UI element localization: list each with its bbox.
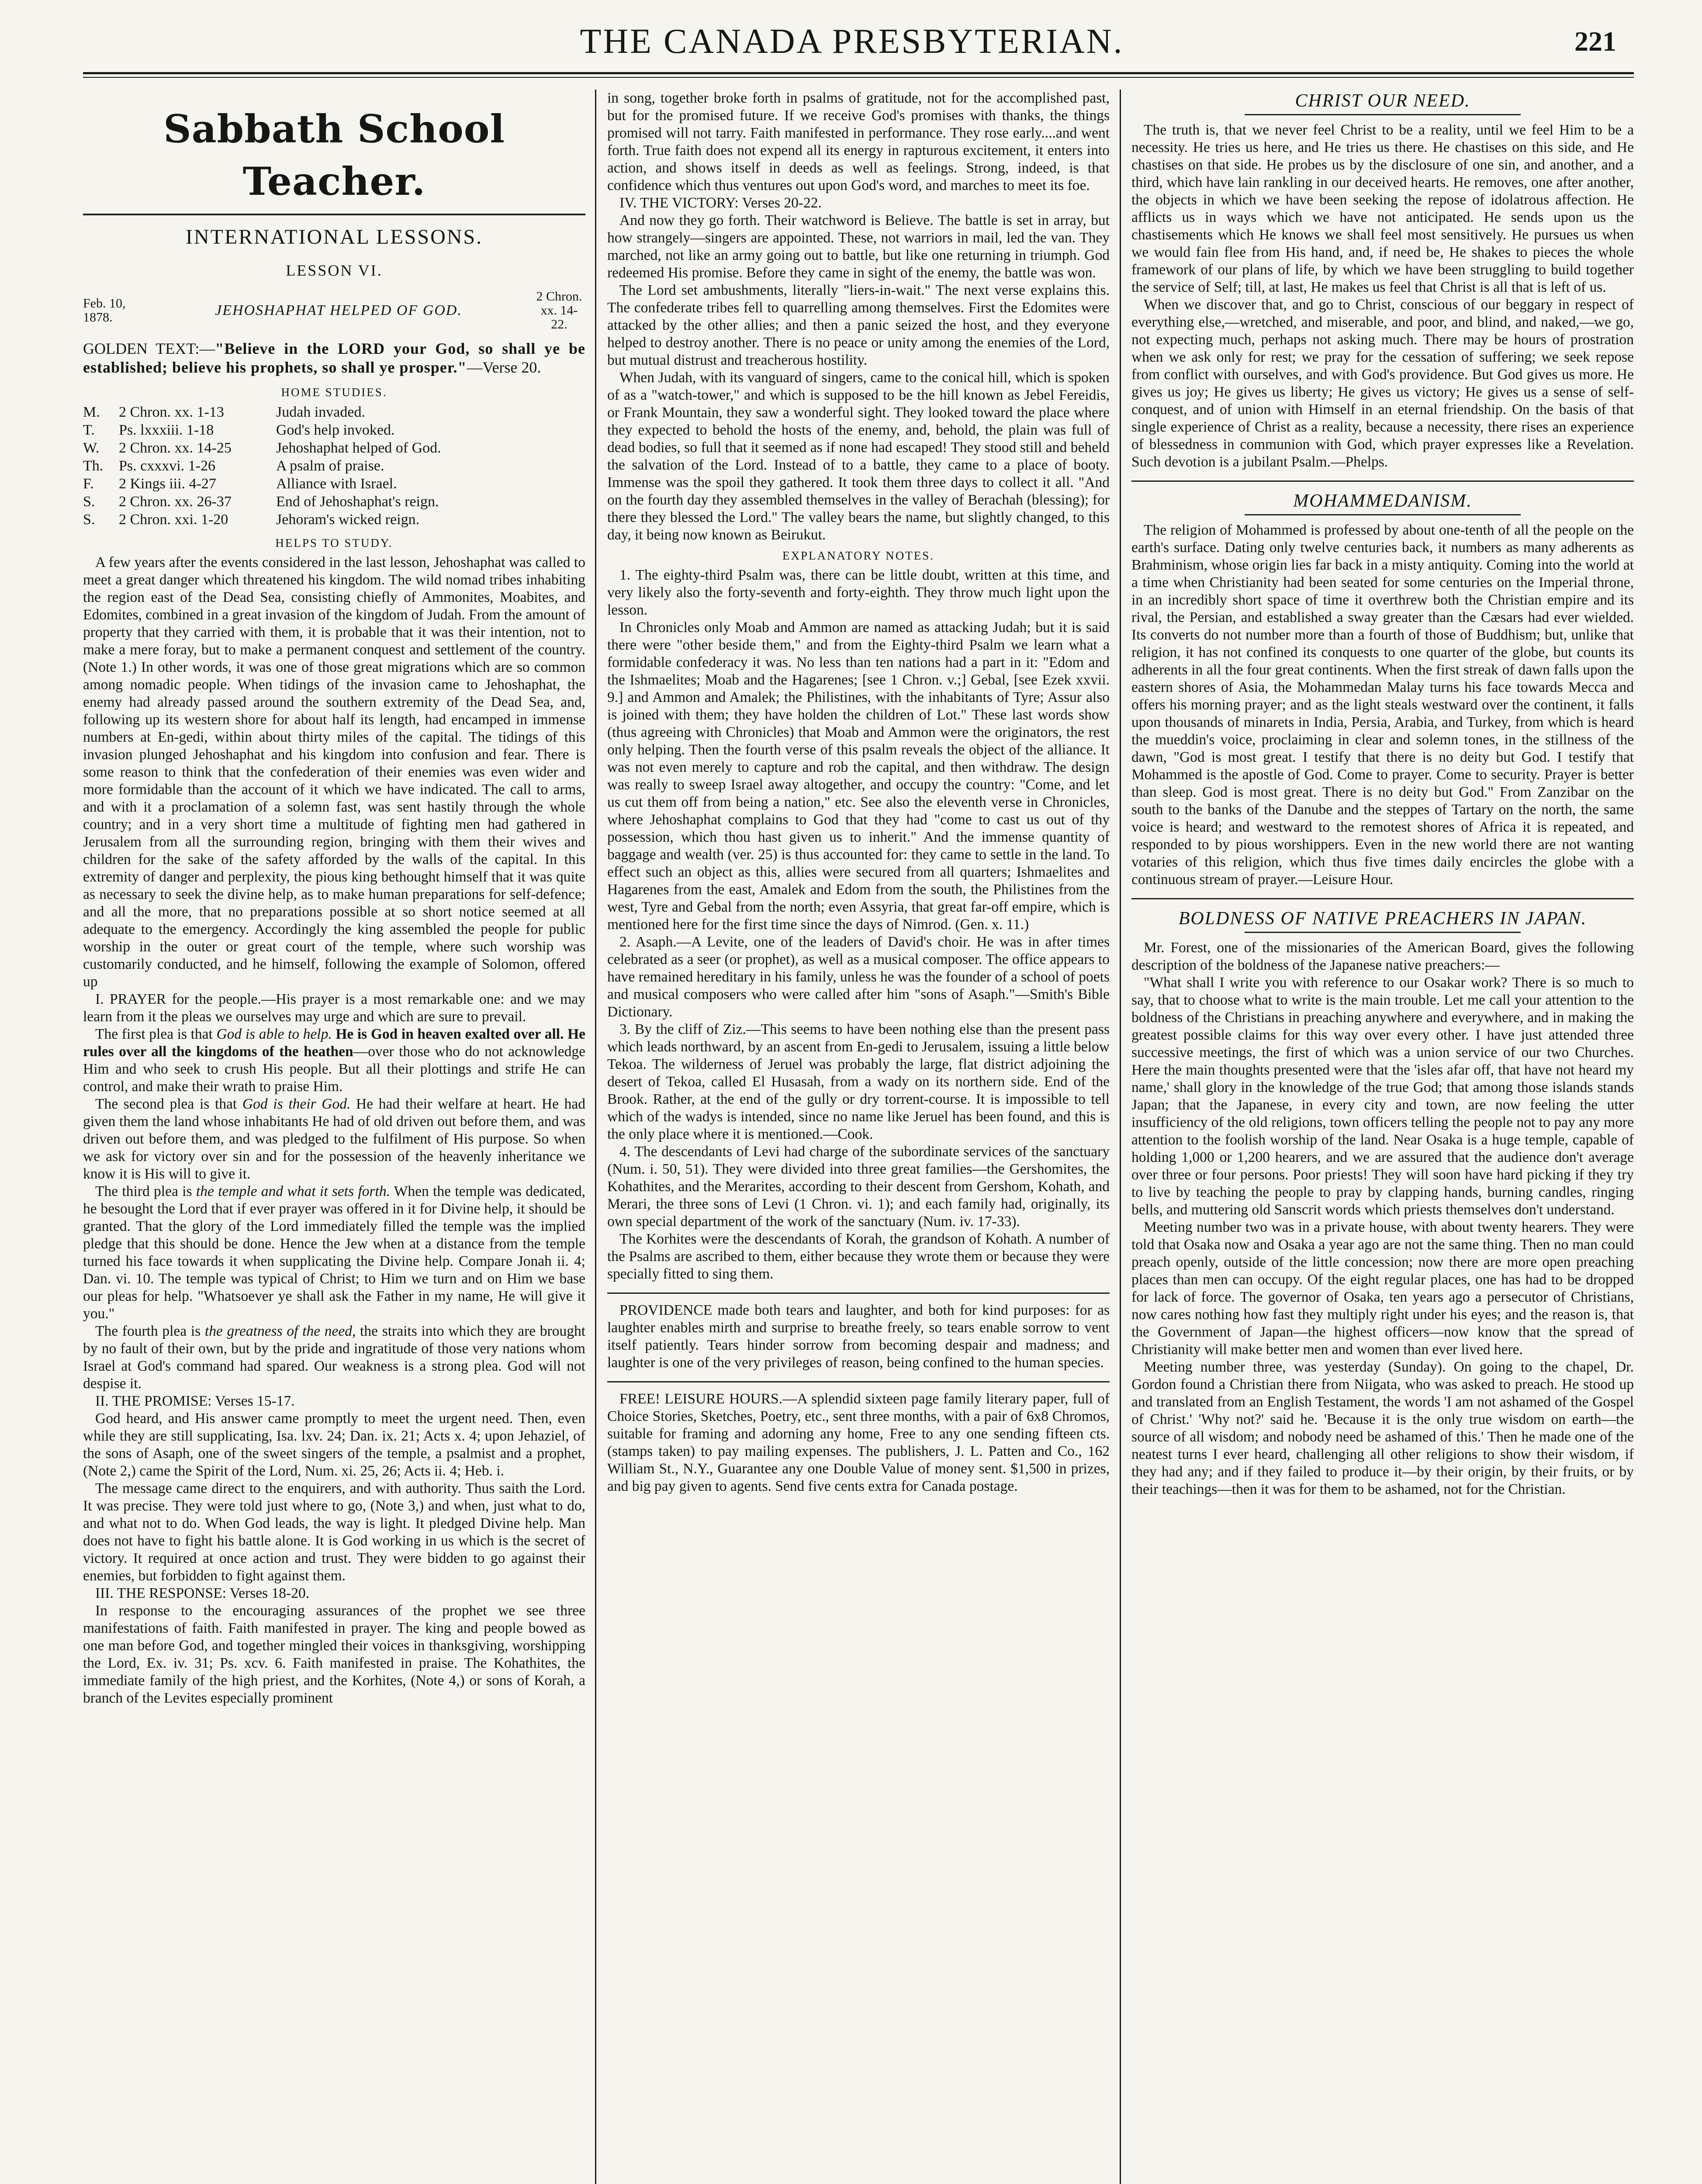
section-rule xyxy=(1131,480,1634,482)
providence-paragraph: PROVIDENCE made both tears and laughter, and both for kind purposes: for as laughter enables mirth and surprise to breathe freely, so tears enable sorrow to vent itself patiently. Tears hinder sorrow from becoming despair and madness; and laughter is one of the very privileges of reason, being confined to the human species. xyxy=(607,1302,1110,1371)
section-heading: INTERNATIONAL LESSONS. xyxy=(185,225,483,249)
masthead-rule-thin xyxy=(83,77,1634,78)
lesson-reference: 2 Chron. xx. 14-22. xyxy=(536,289,582,332)
advertisement: FREE! LEISURE HOURS.—A splendid sixteen page family literary paper, full of Choice Stories, Sketches, Poetry, etc., sent three months, with a pair of 6x8 Chromos, suitable for framing and adorning any home, Free to any one sending fifteen cts. (stamps taken) to pay mailing expenses. The publishers, J. L. Patten and Co., 162 William St., N.Y., Guarantee any one Double Value of money sent. $1,500 in prizes, and big pay given to agents. Send five cents extra for Canada postage. xyxy=(607,1391,1110,1494)
note-paragraph: 1. The eighty-third Psalm was, there can be little doubt, written at this time, and very likely also the forty-seventh and forty-eighth. They throw much light upon the lesson. xyxy=(607,567,1110,618)
body-paragraph: And now they go forth. Their watchword is Believe. The battle is set in array, but how strangely—singers are appointed. These, not warriors in mail, led the van. They marched, not like an army going out to battle, but like one returning in triumph. God redeemed His promise. Before they came in sight of the enemy, the battle was won. xyxy=(607,212,1110,281)
department-title-text: Sabbath School Teacher. xyxy=(163,106,505,204)
home-study-row: S. 2 Chron. xx. 26-37 End of Jehoshaphat's reign. xyxy=(83,494,439,510)
department-title xyxy=(83,103,585,207)
column-lesson-continued xyxy=(607,90,1110,2184)
article-title: MOHAMMEDANISM. xyxy=(1293,491,1472,511)
title-underline xyxy=(1245,514,1521,515)
lesson-number: LESSON VI. xyxy=(286,262,383,279)
body-paragraph: The third plea is the temple and what it sets forth. When the temple was dedicated, he besought the Lord that if ever prayer was offered in it for Divine help, it should be granted. That the glory of the Lord immediately filled the temple was the implied pledge that this should be done. Hence the Jew when at a distance from the temple turned his face towards it when supplicating the Divine help. Compare Jonah ii. 4; Dan. vi. 10. The temple was typical of Christ; to Him we turn and on Him we base our pleas for help. "Whatsoever ye shall ask the Father in my name, He will give it you." xyxy=(83,1183,585,1322)
page-number: 221 xyxy=(1574,26,1616,57)
title-underline xyxy=(1245,932,1521,933)
lesson-date: Feb. 10, 1878. xyxy=(83,296,126,325)
subheading: III. THE RESPONSE: Verses 18-20. xyxy=(95,1585,310,1601)
home-studies-list xyxy=(83,403,585,529)
subheading: IV. THE VICTORY: Verses 20-22. xyxy=(619,195,822,211)
body-paragraph: The first plea is that God is able to help. He is God in heaven exalted over all. He rules over all the kingdoms of the heathen—over those who do not acknowledge Him and who seek to crush His people. But all their plottings and strife He can control, and make their wrath to praise Him. xyxy=(83,1026,585,1095)
note-paragraph: 2. Asaph.—A Levite, one of the leaders of David's choir. He was in after times celebrated as a seer (or prophet), as well as a musical composer. The office appears to have remained hereditary in his family, unless he was the founder of a school of poets and musical composers who were called after him "sons of Asaph."—Smith's Bible Dictionary. xyxy=(607,934,1110,1020)
home-study-row: F. 2 Kings iii. 4-27 Alliance with Israel. xyxy=(83,476,397,492)
section-rule xyxy=(607,1381,1110,1382)
lesson-dateline xyxy=(83,290,585,332)
body-paragraph: A few years after the events considered in the last lesson, Jehoshaphat was called to meet a great danger which threatened his kingdom. The wild nomad tribes inhabiting the region east of the Dead Sea, consisting chiefly of Ammonites, Moabites, and Edomites, combined in a great invasion of the kingdom of Judah. From the amount of property that they carried with them, it is probable that it was their intention, not to make a mere foray, but to make a permanent conquest and settlement of the country. (Note 1.) In other words, it was one of those great migrations which are so common among nomadic people. When tidings of the invasion came to Jehoshaphat, the enemy had already passed around the southern extremity of the Dead Sea, and, following up its western shore for about half its length, had encamped in immense numbers at En-gedi, within about thirty miles of the capital. The tidings of this invasion plunged Jehoshaphat and his kingdom into confusion and fear. There is some reason to think that the confederation of their enemies was even wider and more formidable than the account of it which we have indicated. The call to arms, and with it a proclamation of a solemn fast, was sent hastily through the whole country; and in a very short time a multitude of fighting men had gathered in Jerusalem from all the surrounding region, bringing with them their wives and children for the sake of the safety afforded by the walls of the capital. In this extremity of danger and perplexity, the pious king bethought himself that it was quite as necessary to seek the divine help, as to make human preparations for self-defence; and all the more, that no preparations possible at so short notice seemed at all adequate to the emergency. Accordingly the king assembled the people for public worship in the outer or great court of the temple, where such worship was customarily conducted, and he himself, following the example of Solomon, offered up xyxy=(83,554,585,990)
home-study-row: T. Ps. lxxxiii. 1-18 God's help invoked. xyxy=(83,422,395,438)
body-paragraph: When Judah, with its vanguard of singers, came to the conical hill, which is spoken of as a "watch-tower," and which is supposed to be the hill known as Jebel Fereidis, or Frank Mountain, they saw a wonderful sight. They looked toward the place where they expected to behold the hosts of the enemy, and, behold, the plain was full of dead bodies, so full that it seemed as if none had escaped! They stood still and beheld the salvation of the Lord. Instead of to a battle, they came to a place of booty. Immense was the spoil they gathered. It took them three days to collect it all. "And on the fourth day they assembled themselves in the valley of Berachah (blessing); for there they blessed the Lord." The valley bears the name, but slightly changed, to this day, it being now known as Beirukut. xyxy=(607,370,1110,543)
body-paragraph: The fourth plea is the greatness of the need, the straits into which they are brought by no fault of their own, but by the pride and ingratitude of those very nations whom Israel at God's command had spared. Our weakness is a strong plea. God will not despise it. xyxy=(83,1323,585,1392)
subheading: II. THE PROMISE: Verses 15-17. xyxy=(95,1393,295,1409)
department-rule xyxy=(83,214,585,215)
title-underline xyxy=(1245,114,1521,115)
column-divider-2 xyxy=(1120,90,1121,2184)
article-title: BOLDNESS OF NATIVE PREACHERS IN JAPAN. xyxy=(1178,909,1587,929)
body-paragraph: God heard, and His answer came promptly to meet the urgent need. Then, even while they are still supplicating, Isa. lxv. 24; Dan. ix. 21; Acts x. 4; upon Jehaziel, of the sons of Asaph, one of the sweet singers of the temple, a psalmist and a prophet, (Note 2,) came the Spirit of the Lord, Num. xi. 25, 26; Acts ii. 4; Heb. i. xyxy=(83,1410,585,1479)
note-paragraph: The Korhites were the descendants of Korah, the grandson of Kohath. A number of the Psalms are ascribed to them, either because they wrote them or because they were specially fitted to sing them. xyxy=(607,1231,1110,1282)
body-paragraph: The religion of Mohammed is professed by about one-tenth of all the people on the earth's surface. Dating only twelve centuries back, it numbers as many adherents as Brahminism, whose origin lies far back in a misty antiquity. Coming into the world at a time when Christianity had been seated for some centuries on the Imperial throne, in an incredibly short space of time it overthrew both the Christian empire and its rival, the Persian, and established a sway greater than the Cæsars had ever wielded. Its converts do not number more than a fourth of those of Buddhism; but, unlike that religion, it has not confined its conquests to one quarter of the globe, but counts its adherents in all the four great continents. When the first streak of dawn falls upon the eastern shores of Asia, the Mohammedan Malay turns his face towards Mecca and offers his morning prayer; and as the light steals westward over the continent, it falls upon thousands of minarets in India, Persia, Arabia, and Turkey, from which is heard the mueddin's voice, proclaiming in clear and solemn tones, in the stillness of the dawn, "God is most great. I testify that there is no deity but God. I testify that Mohammed is the apostle of God. Come to prayer. Come to security. Prayer is better than sleep. God is most great. There is no deity but God." From Zanzibar on the south to the banks of the Danube and the steppes of Tartary on the north, the same voice is heard; and westward to the remotest shores of Africa it is repeated, and responded to by pious worshippers. Even in the new world there are not wanting votaries of this religion, which thus five times daily encircles the globe with a continuous stream of prayer.—Leisure Hour. xyxy=(1131,522,1634,888)
golden-label: GOLDEN TEXT:— xyxy=(83,340,215,357)
masthead-rule xyxy=(83,72,1634,74)
home-study-row: Th. Ps. cxxxvi. 1-26 A psalm of praise. xyxy=(83,458,384,474)
home-study-row: S. 2 Chron. xxi. 1-20 Jehoram's wicked reign. xyxy=(83,511,420,528)
note-paragraph: In Chronicles only Moab and Ammon are named as attacking Judah; but it is said there were "other beside them," and from the Eighty-third Psalm we learn what a formidable confederacy it was. No less than ten nations had a part in it: "Edom and the Ishmaelites; Moab and the Hagarenes; [see 1 Chron. v.;] Gebal, [see Ezek xxvii. 9.] and Ammon and Amalek; the Philistines, with the inhabitants of Tyre; Assur also is joined with them; they have holden the children of Lot." These last words show (thus agreeing with Chronicles) that Moab and Ammon were the originators, the rest only helping. Then the fourth verse of this psalm reveals the object of the alliance. It was not even merely to capture and rob the capital, and then withdraw. The design was really to sweep Israel away altogether, and occupy the country: "Come, and let us cut them off from being a nation," etc. See also the eleventh verse in Chronicles, where Jehoshaphat complains to God that they had "come to cast us out of thy possession, which thou hast given us to inherit." And the immense quantity of baggage and wealth (ver. 25) is thus accounted for: they came to settle in the land. To effect such an object as this, allies were secured from all quarters; Ishmaelites and Hagarenes from the east, Amalek and Edom from the south, the Philistines from the west, Tyre and Gebal from the north; even Assyria, that great far-off empire, which is mentioned here for the first time since the days of Nimrod. (Gen. x. 11.) xyxy=(607,619,1110,933)
note-paragraph: 3. By the cliff of Ziz.—This seems to have been nothing else than the present pass which leads northward, by an ascent from En-gedi to Jerusalem, issuing a little below Tekoa. The wilderness of Jeruel was probably the large, flat district adjoining the desert of Tekoa, called El Husasah, from a wady on its northern side. End of the Brook. Rather, at the end of the gully or dry torrent-course. It is impossible to tell which of the wadys is intended, since no name like Jeruel has been found, and this is the only place where it is mentioned.—Cook. xyxy=(607,1021,1110,1142)
section-rule xyxy=(607,1292,1110,1294)
golden-text xyxy=(83,339,585,377)
newspaper-title: THE CANADA PRESBYTERIAN. xyxy=(580,22,1124,61)
body-paragraph: The truth is, that we never feel Christ to be a reality, until we feel Him to be a necessity. He tries us here, and He tries us there. He chastises on this side, and He chastises on that side. He probes us by the disclosure of one sin, and another, and a third, which have lain rankling in our deceived hearts. He removes, one after another, the objects in which we have been seeking the repose of idolatrous affection. He afflicts us in ways which we have not anticipated. He sends upon us the chastisements which He knows we shall feel most sensitively. He pursues us when we would fain flee from His hand, and, if need be, He shakes to pieces the whole framework of our plans of life, by which we have been struggling to build together the service of Self; till, at last, He makes us feel that Christ is all that is left of us. xyxy=(1131,122,1634,295)
helps-heading: HELPS TO STUDY. xyxy=(275,536,393,549)
body-paragraph: Meeting number three, was yesterday (Sunday). On going to the chapel, Dr. Gordon found a Christian there from Niigata, who was asked to preach. He stood up and translated from an English Testament, the words 'I am not ashamed of the Gospel of Christ.' 'Why not?' said he. 'Because it is the only true wisdom on earth—the source of all wisdom; and nobody need be ashamed of this.' Then he made one of the neatest turns I ever heard, challenging all other religions to show their wisdom, if they had any; and if they failed to produce it—by their origin, by their fruits, or by their teachings—then it was for them to be ashamed, not for the Christian. xyxy=(1131,1359,1634,1497)
body-paragraph: Mr. Forest, one of the missionaries of the American Board, gives the following description of the boldness of the Japanese native preachers:— xyxy=(1131,940,1634,973)
article-title: CHRIST OUR NEED. xyxy=(1295,91,1470,111)
section-rule xyxy=(1131,898,1634,899)
golden-verse: —Verse 20. xyxy=(467,359,541,376)
body-paragraph: The Lord set ambushments, literally "liers-in-wait." The next verse explains this. The confederate tribes fell to quarrelling among themselves. First the Edomites were attacked by the other allies; and then a panic seized the host, and they everyone helped to destroy another. There is no peace or unity among the enemies of the Lord, but mutual distrust and treacherous hostility. xyxy=(607,282,1110,368)
note-paragraph: 4. The descendants of Levi had charge of the subordinate services of the sanctuary (Num. i. 50, 51). They were divided into three great families—the Gershomites, the Kohathites, and the Merarites, according to their descent from Gershom, Kohath, and Merari, the three sons of Levi (1 Chron. vi. 1); and each family had, originally, its own special department of the work of the sanctuary (Num. iv. 17-33). xyxy=(607,1144,1110,1230)
column-articles xyxy=(1131,90,1634,2184)
body-paragraph: in song, together broke forth in psalms of gratitude, not for the accomplished past, but for the promised future. If we receive God's promises with thanks, the things promised will not tarry. Faith manifested in performance. They rose early....and went forth. True faith does not expend all its energy in rapturous excitement, it enters into action, and shows itself in deeds as well as feelings. Strong, indeed, is that confidence which thus ventures out upon God's word, and marches to meet its foe. xyxy=(607,90,1110,194)
body-paragraph: The message came direct to the enquirers, and with authority. Thus saith the Lord. It was precise. They were told just where to go, (Note 3,) and when, just what to do, and what not to do. When God leads, the way is light. It pledged Divine help. Man does not have to fight his battle alone. It is God working in us which is the secret of victory. It required at once action and trust. They were bidden to go against their enemies, but forbidden to fight against them. xyxy=(83,1480,585,1584)
column-lessons xyxy=(83,90,585,2184)
home-study-row: M. 2 Chron. xx. 1-13 Judah invaded. xyxy=(83,404,365,420)
home-studies-heading: HOME STUDIES. xyxy=(281,386,387,399)
notes-heading: EXPLANATORY NOTES. xyxy=(782,549,935,562)
body-paragraph: Meeting number two was in a private house, with about twenty hearers. They were told that Osaka now and Osaka a year ago are not the same thing. Then no man could preach openly, outside of the little concession; now there are more open preaching places than men can occupy. Of the eight regular places, one has had to be dropped for lack of force. The governor of Osaka, ten years ago a persecutor of Christians, now cares nothing how fast they multiply right under his eyes; and the reason is, that the Government of Japan—the highest officers—now know that the spread of Christianity will make better men and women than ever lived here. xyxy=(1131,1219,1634,1358)
home-study-row: W. 2 Chron. xx. 14-25 Jehoshaphat helped of God. xyxy=(83,440,441,456)
golden-quote: "Believe in the LORD your God, so shall ye be established; believe his prophets, so shall ye prosper." xyxy=(83,340,585,376)
body-paragraph: I. PRAYER for the people.—His prayer is a most remarkable one: and we may learn from it the pleas we ourselves may urge and which are sure to prevail. xyxy=(83,991,585,1025)
body-paragraph: "What shall I write you with reference to our Osakar work? There is so much to say, that to choose what to write is the main trouble. Let me call your attention to the boldness of the Christians in preaching anywhere and everywhere, and in making the greatest possible claims for this way over every other. I have just attended three successive meetings, the first of which was a union service of our two Churches. Here the main thoughts presented were that the 'isles afar off, that have not heard my name,' shall glory in the knowledge of the true God; that among those islands stands Japan; that the Japanese, in every city and town, are now feeling the utter insufficiency of the old religions, town officers telling the people not to pay any more attention to the foolish worship of the land. Near Osaka is a huge temple, capable of holding 1,000 or 1,200 hearers, and we are assured that the audience don't average over three or four persons. Poor priests! They will soon have hard picking if they try to live by teaching the people to pray by clapping hands, burning candles, ringing bells, and muttering old Sanscrit words which priests themselves don't understand. xyxy=(1131,975,1634,1218)
column-divider-1 xyxy=(595,90,596,2184)
body-paragraph: The second plea is that God is their God. He had their welfare at heart. He had given them the land whose inhabitants He had of old driven out before them, and was driven out before them, and was pledged to the fulfilment of His purpose. So when we ask for victory over sin and for the possession of the heavenly inheritance we know it is His will to give it. xyxy=(83,1096,585,1182)
lesson-title: JEHOSHAPHAT HELPED OF GOD. xyxy=(215,302,462,318)
body-paragraph: When we discover that, and go to Christ, conscious of our beggary in respect of everything else,—wretched, and miserable, and poor, and blind, and naked,—we go, not expecting much, perhaps not asking much. There may be hours of prostration when we ask only for rest; we pray for the cessation of suffering; we seek repose from conflict with ourselves, and with God's providence. But God gives us more. He gives us joy; He gives us liberty; He gives us victory; He gives us a sense of self-conquest, and of union with Himself in an eternal friendship. On the basis of that single experience of Christ as a reality, because a necessity, there rises an experience of blessedness in communion with God, which prayer expresses like a Revelation. Such devotion is a jubilant Psalm.—Phelps. xyxy=(1131,297,1634,470)
body-paragraph: In response to the encouraging assurances of the prophet we see three manifestations of faith. Faith manifested in prayer. The king and people bowed as one man before God, and together mingled their voices in thanksgiving, worshipping the Lord, Ex. iv. 31; Ps. xcv. 6. Faith manifested in praise. The Kohathites, the immediate family of the high priest, and the Korhites, (Note 4,) or sons of Korah, a branch of the Levites especially prominent xyxy=(83,1603,585,1706)
masthead xyxy=(87,17,1616,66)
